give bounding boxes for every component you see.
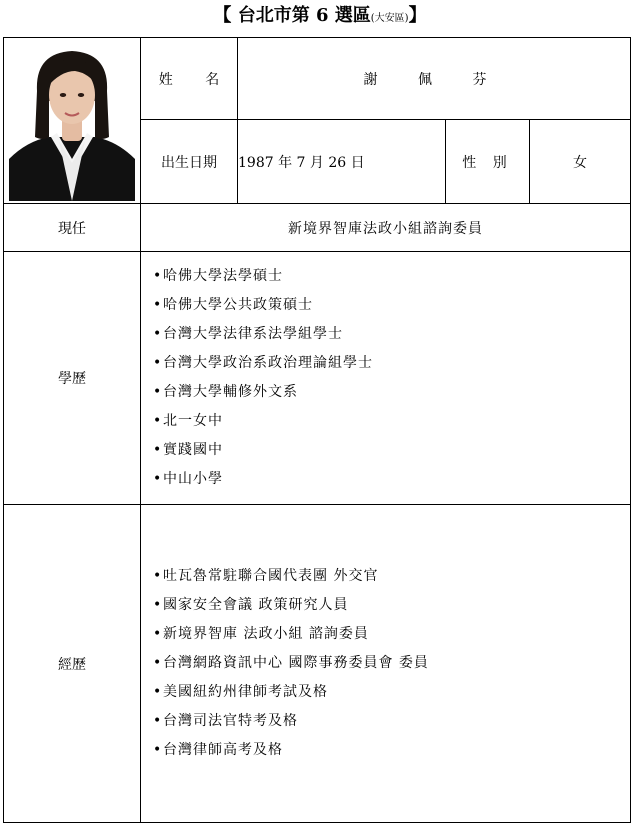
- list-item: [153, 591, 630, 620]
- list-item-text: 台灣律師高考及格: [163, 742, 283, 758]
- education-cell: [141, 252, 631, 505]
- title-main: 【 台北市第 6 選區: [213, 5, 371, 26]
- current-value: 新境界智庫法政小組諮詢委員: [141, 204, 631, 252]
- list-item-text: 台灣大學法律系法學組學士: [163, 326, 343, 342]
- bullet: •: [153, 684, 163, 700]
- list-item-text: 台灣大學輔修外文系: [163, 384, 298, 400]
- list-item-text: 新境界智庫 法政小組 諮詢委員: [163, 626, 369, 642]
- bullet: •: [153, 597, 163, 613]
- list-item: [153, 291, 630, 320]
- experience-list: [141, 562, 630, 765]
- list-item: [153, 407, 630, 436]
- bullet: •: [153, 568, 163, 584]
- gender-value: 女: [530, 120, 631, 204]
- list-item: [153, 620, 630, 649]
- list-item-text: 台灣司法官特考及格: [163, 713, 298, 729]
- list-item: [153, 262, 630, 291]
- list-item-text: 國家安全會議 政策研究人員: [163, 597, 349, 613]
- name-label: 姓 名: [141, 38, 238, 120]
- list-item-text: 中山小學: [163, 471, 223, 487]
- bullet: •: [153, 442, 163, 458]
- bullet: •: [153, 384, 163, 400]
- bullet: •: [153, 471, 163, 487]
- list-item-text: 吐瓦魯常駐聯合國代表團 外交官: [163, 568, 379, 584]
- bullet: •: [153, 326, 163, 342]
- bullet: •: [153, 626, 163, 642]
- current-label: 現任: [4, 204, 141, 252]
- education-label: 學歷: [4, 252, 141, 505]
- photo-cell: [4, 38, 141, 204]
- list-item: [153, 465, 630, 494]
- portrait-illustration: [9, 41, 135, 201]
- dob-value: 1987 年 7 月 26 日: [238, 120, 446, 204]
- experience-cell: [141, 505, 631, 823]
- list-item-text: 台灣大學政治系政治理論組學士: [163, 355, 373, 371]
- dob-label: 出生日期: [141, 120, 238, 204]
- gender-label: 性 別: [446, 120, 530, 204]
- bullet: •: [153, 713, 163, 729]
- title-district: (大安區): [370, 13, 409, 24]
- list-item-text: 美國紐約州律師考試及格: [163, 684, 328, 700]
- education-list: [141, 262, 630, 494]
- experience-label: 經歷: [4, 505, 141, 823]
- page-title: [0, 2, 640, 33]
- profile-table: [3, 37, 631, 823]
- list-item: [153, 649, 630, 678]
- list-item-text: 台灣網路資訊中心 國際事務委員會 委員: [163, 655, 429, 671]
- list-item: [153, 678, 630, 707]
- title-close: 】: [408, 5, 427, 26]
- list-item: [153, 562, 630, 591]
- list-item-text: 哈佛大學法學碩士: [163, 268, 283, 284]
- bullet: •: [153, 268, 163, 284]
- list-item: [153, 349, 630, 378]
- name-value: 謝 佩 芬: [238, 38, 631, 120]
- list-item: [153, 736, 630, 765]
- bullet: •: [153, 297, 163, 313]
- bullet: •: [153, 413, 163, 429]
- list-item: [153, 320, 630, 349]
- list-item: [153, 378, 630, 407]
- list-item-text: 北一女中: [163, 413, 223, 429]
- list-item-text: 哈佛大學公共政策碩士: [163, 297, 313, 313]
- list-item: [153, 707, 630, 736]
- bullet: •: [153, 742, 163, 758]
- bullet: •: [153, 655, 163, 671]
- candidate-photo: [9, 41, 135, 201]
- bullet: •: [153, 355, 163, 371]
- list-item: [153, 436, 630, 465]
- list-item-text: 實踐國中: [163, 442, 223, 458]
